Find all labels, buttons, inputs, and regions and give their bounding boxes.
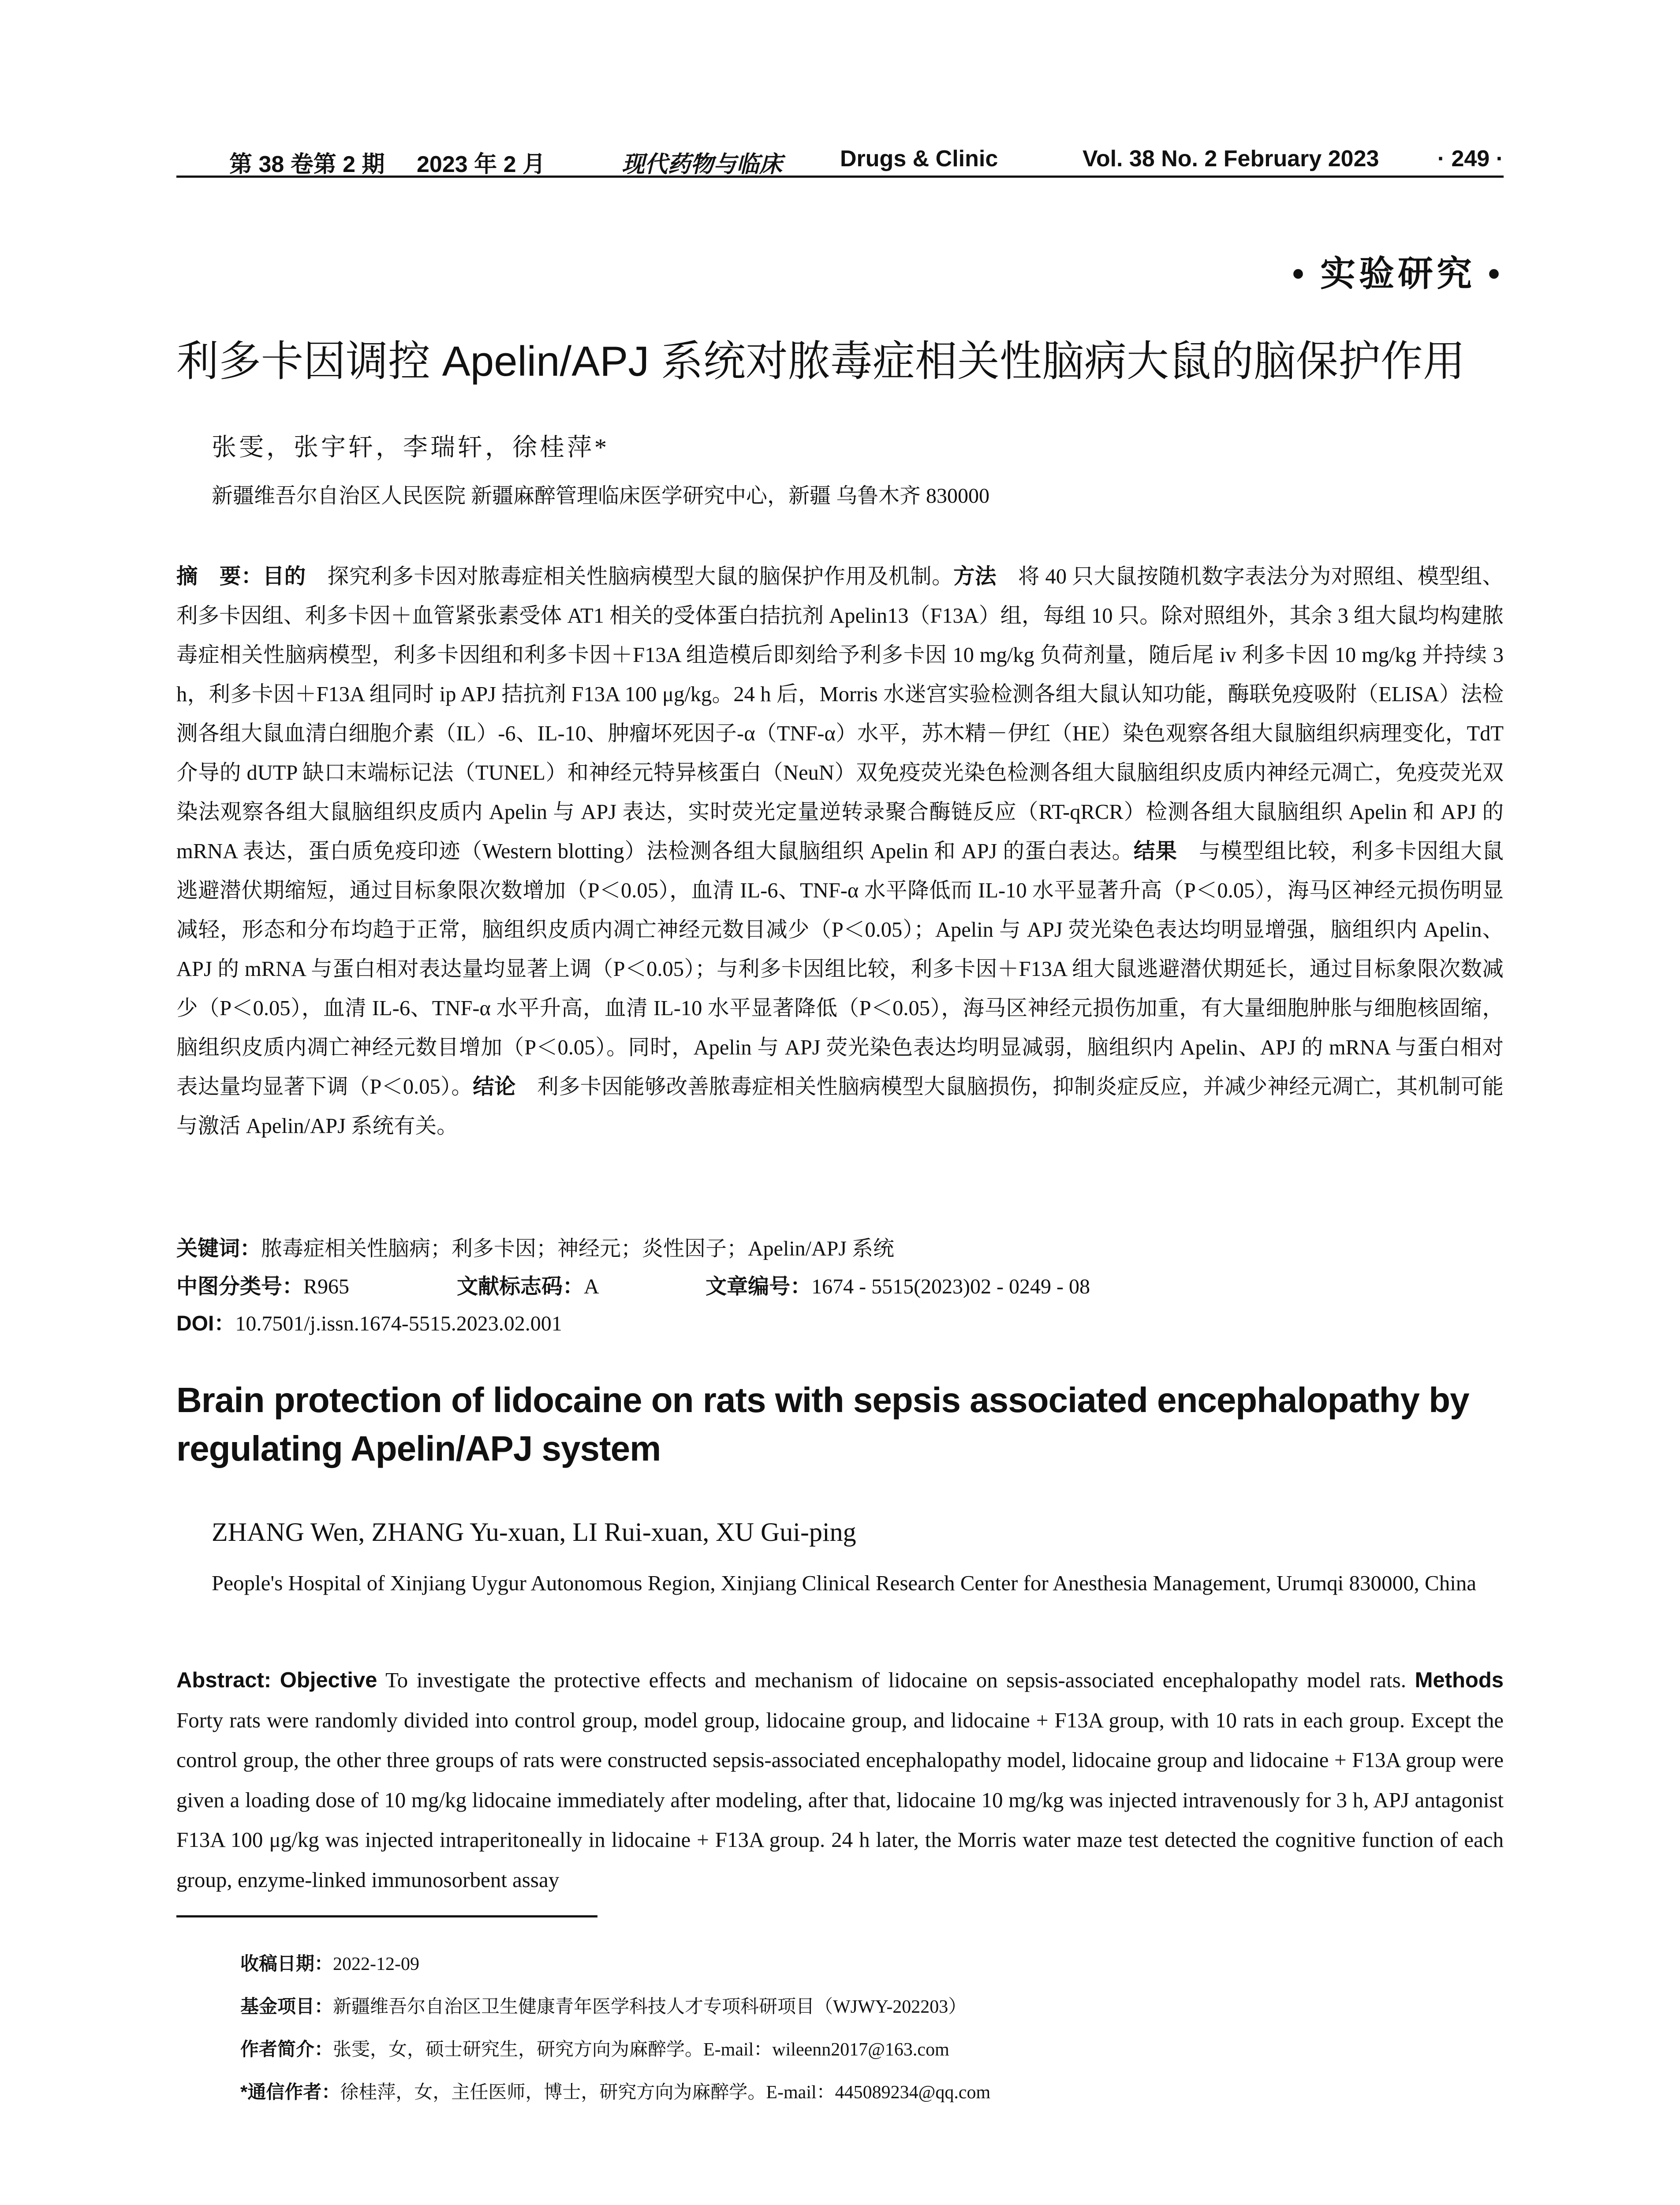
doc-code-label: 文献标志码：: [457, 1275, 584, 1298]
bio-label: 作者简介：: [240, 2039, 333, 2059]
abstract-cn: [176, 557, 1504, 1146]
date-cn: 2023 年 2 月: [417, 152, 545, 177]
keywords-cn: [176, 1231, 1504, 1262]
section-label: • 实验研究 •: [1292, 255, 1504, 294]
methods-label-cn: 方法: [953, 564, 997, 588]
article-no-value: 1674 - 5515(2023)02 - 0249 - 08: [811, 1275, 1090, 1298]
page-number: · 249 ·: [1437, 146, 1504, 172]
volume-issue-cn: 第 38 卷第 2 期: [229, 152, 385, 177]
footnote-fund: [240, 1985, 990, 2028]
conclusion-text-cn: 利多卡因能够改善脓毒症相关性脑病模型大鼠脑损伤，抑制炎症反应，并减少神经元凋亡，其机制可能与激活 Apelin/APJ 系统有关。: [176, 1075, 1504, 1138]
results-text-cn: 与模型组比较，利多卡因组大鼠逃避潜伏期缩短，通过目标象限次数增加（P＜0.05），血清 IL-6、TNF-α 水平降低而 IL-10 水平显著升高（P＜0.05），海马区神经元损伤明显减轻，形态和分布均趋于正常，脑组织皮质内凋亡神经元数目减少（P＜0.05）；Apelin 与 APJ 荧光染色表达均明显增强，脑组织内 Apelin、APJ 的 mRNA 与蛋白相对表达量均显著上调（P＜0.05）；与利多卡因组比较，利多卡因＋F13A 组大鼠逃避潜伏期延长，通过目标象限次数减少（P＜0.05），血清 IL-6、TNF-α 水平升高，血清 IL-10 水平显著降低（P＜0.05），海马区神经元损伤加重，有大量细胞肿胀与细胞核固缩，脑组织皮质内凋亡神经元数目增加（P＜0.05）。同时，Apelin 与 APJ 荧光染色表达均明显减弱，脑组织内 Apelin、APJ 的 mRNA 与蛋白相对表达量均显著下调（P＜0.05）。: [176, 840, 1504, 1099]
page-title-en: Brain protection of lidocaine on rats with sepsis associated encephalopathy by regulating Apelin/APJ system: [176, 1380, 1469, 1468]
footnote-received: [240, 1943, 990, 1985]
affiliation-cn: 新疆维吾尔自治区人民医院 新疆麻醉管理临床医学研究中心，新疆 乌鲁木齐 830000: [212, 484, 990, 508]
clc-value: R965: [303, 1275, 350, 1298]
received-value: 2022-12-09: [333, 1954, 419, 1974]
classification-line: [176, 1269, 1504, 1300]
running-head: [176, 140, 1504, 178]
received-label: 收稿日期：: [240, 1953, 333, 1974]
methods-label-en: Methods: [1415, 1668, 1504, 1692]
corr-label: *通信作者：: [240, 2082, 340, 2102]
corr-value: 徐桂萍，女，主任医师，博士，研究方向为麻醉学。E-mail：445089234@qq.com: [340, 2082, 991, 2103]
footnotes: [240, 1943, 990, 2114]
methods-text-cn: 将 40 只大鼠按随机数字表法分为对照组、模型组、利多卡因组、利多卡因＋血管紧张素受体 AT1 相关的受体蛋白拮抗剂 Apelin13（F13A）组，每组 10 只。除对照组外，其余 3 组大鼠均构建脓毒症相关性脑病模型，利多卡因组和利多卡因＋F13A 组造模后即刻给予利多卡因 10 mg/kg 负荷剂量，随后尾 iv 利多卡因 10 mg/kg 并持续 3 h，利多卡因＋F13A 组同时 ip APJ 拮抗剂 F13A 100 μg/kg。24 h 后，Morris 水迷宫实验检测各组大鼠认知功能，酶联免疫吸附（ELISA）法检测各组大鼠血清白细胞介素（IL）-6、IL-10、肿瘤坏死因子-α（TNF-α）水平，苏木精－伊红（HE）染色观察各组大鼠脑组织病理变化，TdT 介导的 dUTP 缺口末端标记法（TUNEL）和神经元特异核蛋白（NeuN）双免疫荧光染色检测各组大鼠脑组织皮质内神经元凋亡，免疫荧光双染法观察各组大鼠脑组织皮质内 Apelin 与 APJ 表达，实时荧光定量逆转录聚合酶链反应（RT-qRCR）检测各组大鼠脑组织 Apelin 和 APJ 的 mRNA 表达，蛋白质免疫印迹（Western blotting）法检测各组大鼠脑组织 Apelin 和 APJ 的蛋白表达。: [176, 565, 1504, 863]
journal-name-en: Drugs & Clinic: [840, 146, 998, 172]
keywords-label-cn: 关键词：: [176, 1237, 261, 1260]
authors-cn: 张雯，张宇轩，李瑞轩，徐桂萍*: [212, 434, 609, 461]
doi-value: 10.7501/j.issn.1674-5515.2023.02.001: [235, 1312, 562, 1335]
keywords-value-cn: 脓毒症相关性脑病；利多卡因；神经元；炎性因子；Apelin/APJ 系统: [261, 1237, 895, 1260]
objective-text-cn: 探究利多卡因对脓毒症相关性脑病模型大鼠的脑保护作用及机制。: [306, 565, 954, 588]
abstract-en: [176, 1660, 1504, 1900]
methods-text-en: Forty rats were randomly divided into control group, model group, lidocaine group, and lidocaine + F13A group, with 10 rats in each group. Except the control group, the other three groups of rats were constructed sepsis-associated encephalopathy model, lidocaine group and lidocaine + F13A group were given a loading dose of 10 mg/kg lidocaine immediately after modeling, after that, lidocaine 10 mg/kg was injected intravenously for 3 h, APJ antagonist F13A 100 μg/kg was injected intraperitoneally in lidocaine + F13A group. 24 h later, the Morris water maze test detected the cognitive function of each group, enzyme-linked immunosorbent assay: [176, 1708, 1504, 1892]
clc-label: 中图分类号：: [176, 1275, 304, 1298]
conclusion-label-cn: 结论: [473, 1075, 516, 1099]
doi-line: [176, 1306, 1504, 1337]
fund-label: 基金项目：: [240, 1996, 333, 2017]
volume-issue-en: Vol. 38 No. 2 February 2023: [1083, 146, 1379, 172]
footnote-corresponding: [240, 2071, 990, 2114]
footnote-author-bio: [240, 2028, 990, 2071]
objective-label-en: Objective: [280, 1668, 377, 1692]
page-title-cn: 利多卡因调控 Apelin/APJ 系统对脓毒症相关性脑病大鼠的脑保护作用: [176, 338, 1465, 385]
abstract-label-cn: 摘 要：: [176, 564, 263, 588]
article-no-label: 文章编号：: [706, 1275, 812, 1298]
doc-code-value: A: [584, 1275, 598, 1298]
bio-value: 张雯，女，硕士研究生，研究方向为麻醉学。E-mail：wileenn2017@163.com: [333, 2040, 949, 2060]
results-label-cn: 结果: [1133, 839, 1177, 863]
authors-en: ZHANG Wen, ZHANG Yu-xuan, LI Rui-xuan, XU Gui-ping: [212, 1517, 856, 1547]
journal-name-cn: 现代药物与临床: [622, 152, 783, 177]
fund-value: 新疆维吾尔自治区卫生健康青年医学科技人才专项科研项目（WJWY-202203）: [333, 1997, 967, 2017]
objective-text-en: To investigate the protective effects and mechanism of lidocaine on sepsis-associated encephalopathy model rats.: [377, 1668, 1406, 1692]
doi-label: DOI：: [176, 1312, 235, 1335]
affiliation-en: People's Hospital of Xinjiang Uygur Autonomous Region, Xinjiang Clinical Research Center for Anesthesia Management, Urumqi 830000, China: [212, 1571, 1477, 1595]
abstract-label-en: Abstract:: [176, 1668, 272, 1692]
footnote-divider: [176, 1915, 597, 1917]
objective-label-cn: 目的: [262, 564, 306, 588]
